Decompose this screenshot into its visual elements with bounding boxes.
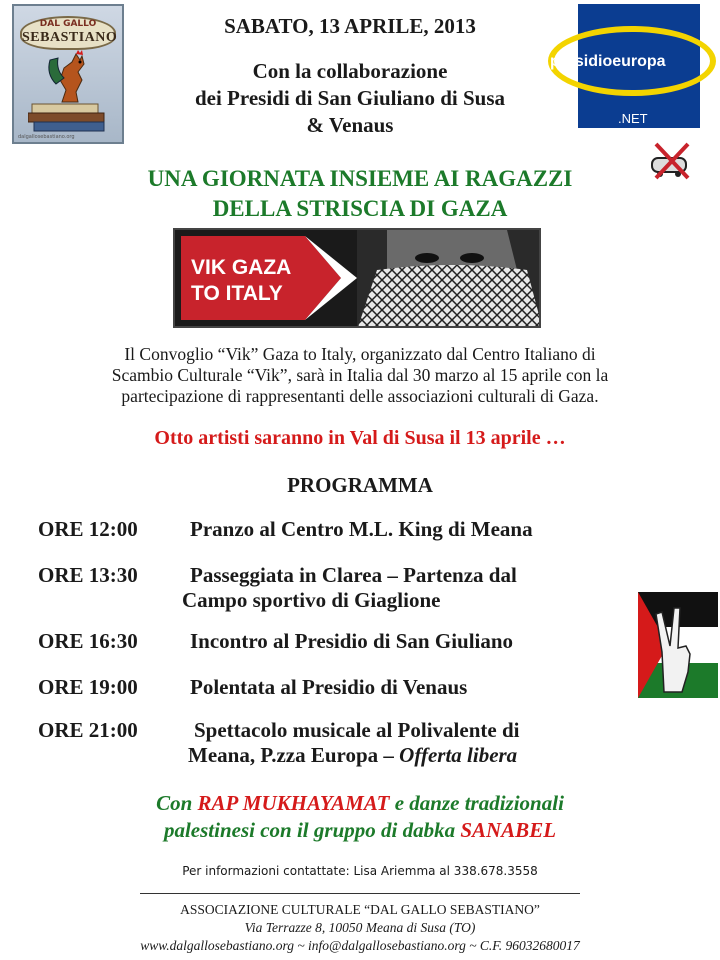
sanabel: SANABEL [460,818,557,842]
program-item [38,517,658,542]
logo-suffix: .NET [618,111,648,126]
program-item [38,563,658,613]
program-text-continued [38,743,658,768]
artists-line: Otto artisti saranno in Val di Susa il 13 aprile … [154,427,566,449]
program-cont-a: Meana, P.zza Europa – [188,743,400,767]
logo-top-text: DAL GALLO [39,19,97,29]
rooster-icon [42,50,98,110]
closing-part: palestinesi con il gruppo di dabka [163,818,461,842]
closing-line-2 [30,817,690,844]
program-item [38,629,658,654]
intro-paragraph [30,344,690,407]
closing-part: Con [156,791,198,815]
collab-line-2: dei Presidi di San Giuliano di Susa [194,86,506,110]
program-item [38,675,658,700]
program-text: Spettacolo musicale al Polivalente di [194,718,520,742]
headline [60,164,660,224]
event-date: SABATO, 13 APRILE, 2013 [224,14,476,38]
closing-line-1 [30,790,690,817]
logo-ribbon [20,16,116,50]
keffiyeh-face-icon [357,230,541,328]
vik-gaza-banner [173,228,541,328]
intro-line-2: Scambio Culturale “Vik”, sarà in Italia dal 30 marzo al 15 aprile con la [111,365,609,385]
program-time: ORE 13:30 [38,563,138,587]
program-text: Polentata al Presidio di Venaus [190,675,468,699]
books-icon [28,102,108,132]
collab-line-1: Con la collaborazione [252,59,448,83]
logo-name: SEBASTIANO [22,30,118,45]
programma-title: PROGRAMMA [287,473,433,497]
program-text-continued: Campo sportivo di Giaglione [182,588,441,612]
collab-line-3: & Venaus [306,113,394,137]
program-text: Passeggiata in Clarea – Partenza dal [190,563,517,587]
program-text: Incontro al Presidio di San Giuliano [190,629,514,653]
logo-tiny-text: dalgallosebastiano.org [18,134,75,140]
banner-line-1: VIK GAZA [191,256,292,279]
web-contacts: www.dalgallosebastiano.org ~ info@dalgallosebastiano.org ~ C.F. 96032680017 [140,938,580,953]
headline-line-1: UNA GIORNATA INSIEME AI RAGAZZI [147,166,573,191]
palestine-flag-peace-icon [638,592,718,698]
dal-gallo-sebastiano-logo [12,4,124,144]
program-text: Pranzo al Centro M.L. King di Meana [190,517,533,541]
headline-line-2: DELLA STRISCIA DI GAZA [212,196,508,221]
collaboration-text [140,58,560,139]
intro-line-3: partecipazione di rappresentanti delle associazioni culturali di Gaza. [121,386,599,406]
banner-line-2: TO ITALY [191,282,283,305]
footer-divider [140,893,580,894]
closing-part: e danze tradizionali [389,791,564,815]
contact-info: Per informazioni contattate: Lisa Ariemma al 338.678.3558 [182,864,538,878]
offerta-libera: Offerta libera [399,743,518,767]
program-time: ORE 21:00 [38,718,138,742]
program-time: ORE 19:00 [38,675,138,699]
presidioeuropa-logo [548,4,720,136]
program-time: ORE 16:30 [38,629,138,653]
program-time: ORE 12:00 [38,517,138,541]
logo-brand: presidioeuropa [550,53,666,70]
rap-mukhayamat: RAP MUKHAYAMAT [197,791,390,815]
intro-line-1: Il Convoglio “Vik” Gaza to Italy, organizzato dal Centro Italiano di [124,344,596,364]
association-name: ASSOCIAZIONE CULTURALE “DAL GALLO SEBASTIANO” [180,902,540,917]
program-item [38,718,658,768]
closing-text [30,790,690,844]
association-address: Via Terrazze 8, 10050 Meana di Susa (TO) [244,920,476,935]
